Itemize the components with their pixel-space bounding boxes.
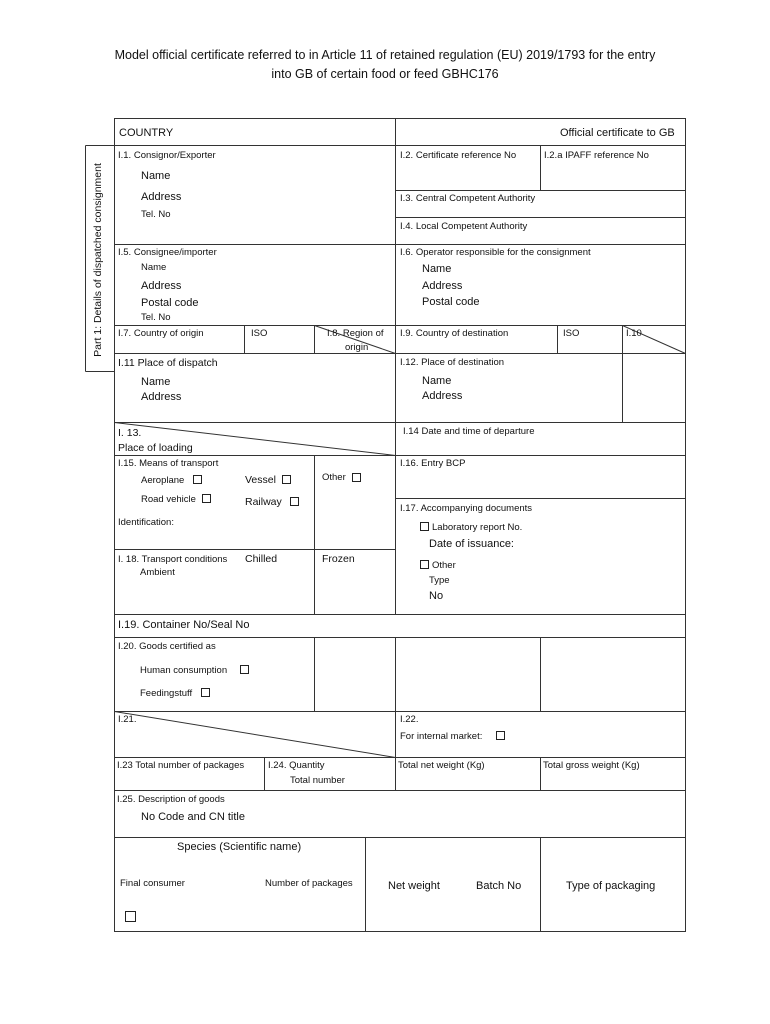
- i4-label: I.4. Local Competent Authority: [400, 221, 528, 232]
- i19-label: I.19. Container No/Seal No: [118, 619, 250, 631]
- part-1-label: Part 1: Details of dispatched consignment: [92, 163, 104, 357]
- i16-label: I.16. Entry BCP: [400, 458, 466, 469]
- i17-other: Other: [432, 560, 456, 571]
- transport-other-checkbox[interactable]: [352, 473, 361, 482]
- i5-tel: Tel. No: [141, 312, 171, 323]
- i1-label: I.1. Consignor/Exporter: [118, 150, 216, 161]
- i21-label: I.21.: [118, 714, 137, 725]
- final-consumer-header: Final consumer: [120, 878, 185, 889]
- i1-tel: Tel. No: [141, 209, 171, 220]
- i6-label: I.6. Operator responsible for the consignment: [400, 247, 591, 258]
- i6-address: Address: [422, 280, 463, 292]
- number-of-packages-header: Number of packages: [265, 878, 353, 889]
- i5-name: Name: [141, 262, 167, 273]
- i7-label: I.7. Country of origin: [118, 328, 204, 339]
- i15-railway: Railway: [245, 496, 282, 508]
- railway-checkbox[interactable]: [290, 497, 299, 506]
- i20-label: I.20. Goods certified as: [118, 641, 216, 652]
- i8-label: I.8. Region of: [327, 328, 384, 339]
- i8-label-origin: origin: [345, 342, 369, 353]
- i9-iso: ISO: [563, 328, 580, 339]
- i15-road-vehicle: Road vehicle: [141, 494, 196, 505]
- i11-address: Address: [141, 391, 182, 403]
- document-other-checkbox[interactable]: [420, 560, 429, 569]
- i5-label: I.5. Consignee/importer: [118, 247, 217, 258]
- i1-address: Address: [141, 191, 182, 203]
- title-line-1: Model official certificate referred to in Article 11 of retained regulation (EU) 2019/1793 for the entry: [114, 48, 656, 62]
- i5-address: Address: [141, 280, 182, 292]
- official-certificate-label: Official certificate to GB: [560, 127, 675, 139]
- net-weight-header: Net weight: [388, 880, 440, 892]
- i15-identification: Identification:: [118, 517, 174, 528]
- i11-name: Name: [141, 376, 171, 388]
- internal-market-checkbox[interactable]: [496, 731, 505, 740]
- type-of-packaging-header: Type of packaging: [566, 880, 656, 892]
- i20-human-consumption: Human consumption: [140, 665, 228, 676]
- final-consumer-checkbox[interactable]: [125, 911, 136, 922]
- total-gross-weight-label: Total gross weight (Kg): [543, 760, 640, 771]
- road-vehicle-checkbox[interactable]: [202, 494, 211, 503]
- i3-label: I.3. Central Competent Authority: [400, 193, 536, 204]
- i13-label: I. 13.: [118, 427, 142, 439]
- i2-label: I.2. Certificate reference No: [400, 150, 517, 161]
- species-header: Species (Scientific name): [177, 841, 302, 853]
- i17-lab-report: Laboratory report No.: [432, 522, 523, 533]
- i18-label: I. 18. Transport conditions: [118, 554, 228, 565]
- i17-no: No: [429, 590, 444, 602]
- i22-internal-market: For internal market:: [400, 731, 483, 742]
- title-line-2: into GB of certain food or feed GBHC176: [271, 67, 499, 81]
- i10-label: I.10: [626, 328, 642, 339]
- i15-vessel: Vessel: [245, 474, 276, 486]
- lab-report-checkbox[interactable]: [420, 522, 429, 531]
- country-label: COUNTRY: [119, 127, 174, 139]
- i9-label: I.9. Country of destination: [400, 328, 509, 339]
- i6-postal: Postal code: [422, 296, 480, 308]
- i17-type: Type: [429, 575, 450, 586]
- i25-code-cn-title: No Code and CN title: [141, 811, 245, 823]
- total-net-weight-label: Total net weight (Kg): [398, 760, 485, 771]
- i15-aeroplane: Aeroplane: [141, 475, 185, 486]
- i5-postal: Postal code: [141, 297, 199, 309]
- i25-label: I.25. Description of goods: [117, 794, 225, 805]
- i13-place-of-loading: Place of loading: [118, 442, 193, 454]
- i7-iso: ISO: [251, 328, 268, 339]
- i24-label: I.24. Quantity: [268, 760, 325, 771]
- batch-no-header: Batch No: [476, 880, 522, 892]
- i6-name: Name: [422, 263, 452, 275]
- i18-chilled: Chilled: [245, 553, 278, 565]
- aeroplane-checkbox[interactable]: [193, 475, 202, 484]
- i24-total-number: Total number: [290, 775, 345, 786]
- i18-frozen: Frozen: [322, 553, 355, 565]
- i1-name: Name: [141, 170, 171, 182]
- i18-ambient: Ambient: [140, 567, 175, 578]
- i12-name: Name: [422, 375, 452, 387]
- feedingstuff-checkbox[interactable]: [201, 688, 210, 697]
- i11-label: I.11 Place of dispatch: [118, 357, 218, 369]
- vessel-checkbox[interactable]: [282, 475, 291, 484]
- i12-address: Address: [422, 390, 463, 402]
- i17-label: I.17. Accompanying documents: [400, 503, 533, 514]
- i2a-label: I.2.a IPAFF reference No: [544, 150, 649, 161]
- i20-feedingstuff: Feedingstuff: [140, 688, 193, 699]
- i12-label: I.12. Place of destination: [400, 357, 505, 368]
- i15-other: Other: [322, 472, 346, 483]
- i23-label: I.23 Total number of packages: [117, 760, 245, 771]
- i14-label: I.14 Date and time of departure: [403, 426, 535, 437]
- i22-label: I.22.: [400, 714, 419, 725]
- i15-label: I.15. Means of transport: [118, 458, 219, 469]
- human-consumption-checkbox[interactable]: [240, 665, 249, 674]
- i17-date-of-issuance: Date of issuance:: [429, 538, 514, 550]
